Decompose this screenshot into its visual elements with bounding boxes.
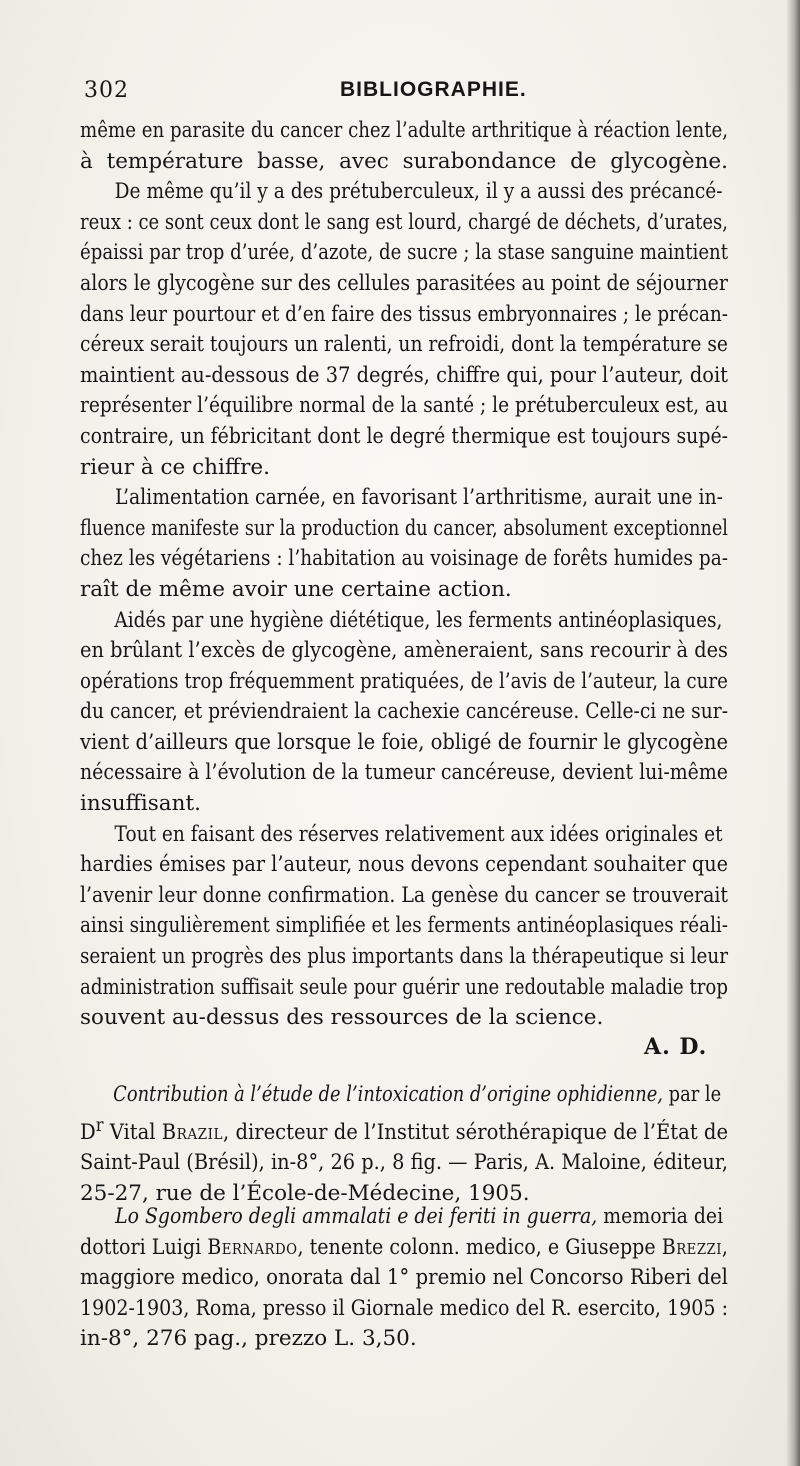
text-line: hardies émises par l’auteur, nous devons cependant souhaiter que	[80, 852, 729, 878]
text-line: rieur à ce chiffre.	[80, 454, 270, 480]
text-line: du cancer, et préviendraient la cachexie cancéreuse. Celle-ci ne sur-	[80, 699, 729, 725]
author-name: Bernardo	[207, 1234, 298, 1260]
author-name: Brazil	[161, 1119, 224, 1145]
page-number: 302	[84, 78, 129, 103]
page-edge-shadow	[786, 0, 800, 1466]
entry-line: $D^r$ Vital Brazil, directeur de l’Institut sérothérapique de l’État de	[80, 1114, 729, 1145]
entry-line: Lo Sgombero degli ammalati e dei feriti in guerra, memoria dei	[115, 1204, 724, 1229]
text-line: alors le glycogène sur des cellules parasitées au point de séjourner	[80, 270, 728, 296]
text-line: De même qu’il y a des prétuberculeux, il y a aussi des précancé-	[114, 179, 723, 205]
text-line: ainsi singulièrement simplifiée et les ferments antinéoplasiques réali-	[80, 913, 728, 939]
text-line: même en parasite du cancer chez l’adulte arthritique à réaction lente,	[80, 118, 729, 143]
review-text	[80, 116, 728, 1034]
entry-line: maggiore medico, onorata dal 1° premio nel Concorso Riberi del	[80, 1265, 728, 1291]
text-line: raît de même avoir une certaine action.	[80, 576, 512, 602]
entry-line: 25-27, rue de l’École-de-Médecine, 1905.	[80, 1180, 530, 1206]
text-line: nécessaire à l’évolution de la tumeur cancéreuse, devient lui-même	[80, 760, 728, 786]
text-line: contraire, un fébricitant dont le degré thermique est toujours supé-	[80, 423, 729, 449]
text-line: fluence manifeste sur la production du cancer, absolument exceptionnel	[80, 515, 728, 541]
text-line: épaissi par trop d’urée, d’azote, de sucre ; la stase sanguine maintient	[80, 240, 729, 266]
entry-title: Contribution à l’étude de l’intoxication d’origine ophidienne,	[113, 1082, 663, 1107]
text-line: l’avenir leur donne confirmation. La genèse du cancer se trouverait	[80, 882, 728, 908]
text-line: à température basse, avec surabondance de glycogène.	[80, 148, 728, 174]
page-header	[84, 78, 724, 108]
text-line: Tout en faisant des réserves relativement aux idées originales et	[114, 821, 723, 847]
text-line: administration suffisait seule pour guérir une redoutable maladie trop	[80, 974, 728, 1000]
entry-line: Contribution à l’étude de l’intoxication d’origine ophidienne, par le	[113, 1082, 722, 1107]
entry-line: dottori Luigi Bernardo, tenente colonn. medico, e Giuseppe Brezzi,	[80, 1234, 728, 1260]
text-line: dans leur pourtour et d’en faire des tissus embryonnaires ; le précan-	[80, 301, 729, 327]
text-line: céreux serait toujours un ralenti, un refroidi, dont la température se	[80, 332, 728, 358]
text-line: opérations trop fréquemment pratiquées, de l’avis de l’auteur, la cure	[80, 668, 728, 694]
running-head: BIBLIOGRAPHIE.	[340, 78, 527, 101]
text-line: Aidés par une hygiène diététique, les ferments antinéoplasiques,	[114, 607, 723, 633]
bibliography-entry-2	[80, 1202, 728, 1355]
text-line: en brûlant l’excès de glycogène, amèneraient, sans recourir à des	[80, 638, 728, 664]
text-line: insuffisant.	[80, 791, 201, 817]
text-line: souvent au-dessus des ressources de la science.	[80, 1005, 604, 1031]
entry-title: Lo Sgombero degli ammalati e dei feriti in guerra,	[115, 1204, 598, 1229]
text-line: représenter l’équilibre normal de la santé ; le prétuberculeux est, au	[80, 393, 729, 419]
text-line: maintient au-dessous de 37 degrés, chiffre qui, pour l’auteur, doit	[80, 362, 728, 388]
author-name: Brezzi	[661, 1234, 722, 1260]
text-line: L’alimentation carnée, en favorisant l’arthritisme, aurait une in-	[114, 485, 723, 511]
entry-line: 1902-1903, Roma, presso il Giornale medico del R. esercito, 1905 :	[80, 1295, 729, 1321]
text-line: reux : ce sont ceux dont le sang est lourd, chargé de déchets, d’urates,	[80, 209, 728, 235]
bibliography-entry-1	[80, 1080, 728, 1210]
text-line: seraient un progrès des plus importants dans la thérapeutique si leur	[80, 944, 728, 970]
text-line: chez les végétariens : l’habitation au voisinage de forêts humides pa-	[80, 546, 728, 572]
text-line: vient d’ailleurs que lorsque le foie, obligé de fournir le glycogène	[80, 729, 729, 755]
entry-line: Saint-Paul (Brésil), in-8°, 26 p., 8 fig. — Paris, A. Maloine, éditeur,	[80, 1150, 729, 1176]
review-signature: A. D.	[644, 1034, 708, 1060]
entry-line: in-8°, 276 pag., prezzo L. 3,50.	[80, 1326, 417, 1352]
